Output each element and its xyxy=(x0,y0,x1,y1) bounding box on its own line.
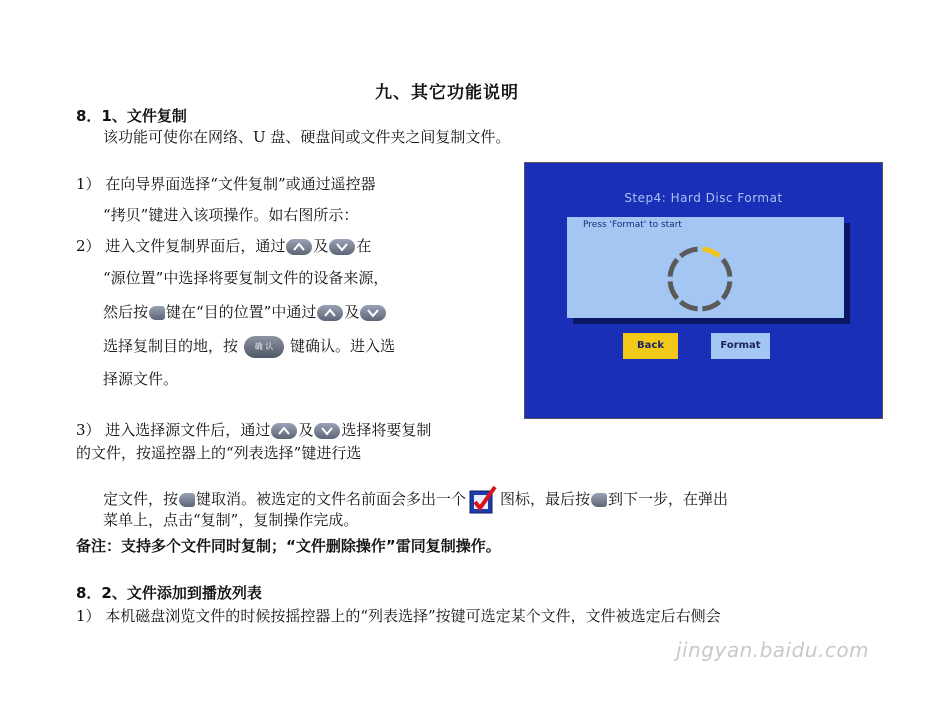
step2-text-c: 在 xyxy=(356,237,372,255)
format-screen-screenshot xyxy=(524,162,883,419)
progress-ring-segment xyxy=(723,260,730,277)
step2-text-a: 2） 进入文件复制界面后，通过 xyxy=(76,237,286,255)
progress-ring-segment xyxy=(681,249,698,256)
format-panel xyxy=(567,217,844,318)
step3-line3-text-b: 键取消。被选定的文件名前面会多出一个 xyxy=(196,490,467,508)
section-title-file-copy: 8．1、文件复制 xyxy=(76,107,187,125)
watermark: jingyan.baidu.com xyxy=(676,638,870,662)
right-arrow-key-icon xyxy=(591,493,607,507)
step1-line1: 1） 在向导界面选择“文件复制”或通过遥控器 xyxy=(76,175,376,193)
step3-text-c: 选择将要复制 xyxy=(341,421,432,439)
progress-ring-segment xyxy=(670,281,677,298)
step3-line3-text-d: 到下一步，在弹出 xyxy=(608,490,729,508)
section-title-playlist: 8．2、文件添加到播放列表 xyxy=(76,584,262,602)
step2-line3-text-a: 然后按 xyxy=(103,303,149,321)
step2-line4-text-a: 选择复制目的地，按 xyxy=(103,337,239,355)
step3-line3-text-a: 定文件，按 xyxy=(103,490,179,508)
step2-line4-text-b: 键确认。进入选 xyxy=(290,337,396,355)
left-arrow-key-icon xyxy=(179,493,195,507)
back-button[interactable]: Back xyxy=(623,333,678,359)
down-arrow-key-icon xyxy=(360,305,386,321)
step2-text-b: 及 xyxy=(313,237,329,255)
step2-line4 xyxy=(103,336,395,358)
ok-key-icon: 确 认 xyxy=(244,336,284,358)
page-heading: 九、其它功能说明 xyxy=(375,83,519,103)
progress-ring-segment xyxy=(723,281,730,298)
progress-ring-segment xyxy=(681,302,698,309)
format-button[interactable]: Format xyxy=(711,333,770,359)
step2-line3 xyxy=(103,302,387,322)
note: 备注：支持多个文件同时复制；“文件删除操作”雷同复制操作。 xyxy=(76,537,501,555)
step3-line2: 的文件，按遥控器上的“列表选择”键进行选 xyxy=(76,444,362,462)
screen-title: Step4: Hard Disc Format xyxy=(624,191,783,205)
format-prompt: Press 'Format' to start xyxy=(583,220,682,230)
up-arrow-key-icon xyxy=(271,423,297,439)
progress-ring-segment xyxy=(670,260,677,277)
up-arrow-key-icon xyxy=(286,239,312,255)
down-arrow-key-icon xyxy=(314,423,340,439)
progress-ring-segment xyxy=(702,302,719,309)
step1-line2: “拷贝”键进入该项操作。如右图所示： xyxy=(103,206,359,224)
step2-line1 xyxy=(76,236,371,256)
step3-line1 xyxy=(76,420,431,440)
step3-text-a: 3） 进入选择源文件后，通过 xyxy=(76,421,271,439)
step2-line2: “源位置”中选择将要复制文件的设备来源， xyxy=(103,269,389,287)
section2-line1: 1） 本机磁盘浏览文件的时候按摇控器上的“列表选择”按键可选定某个文件，文件被选定后右侧会 xyxy=(76,607,721,625)
step3-text-b: 及 xyxy=(298,421,314,439)
progress-ring-icon xyxy=(567,217,844,318)
step3-line3-text-c: 图标，最后按 xyxy=(500,490,591,508)
right-arrow-key-icon xyxy=(149,306,165,320)
step2-line3-text-b: 键在“目的位置”中通过 xyxy=(166,303,317,321)
progress-ring-segment xyxy=(702,249,719,256)
step2-line5: 择源文件。 xyxy=(103,370,179,388)
step3-line4: 菜单上，点击“复制”，复制操作完成。 xyxy=(103,511,359,529)
down-arrow-key-icon xyxy=(329,239,355,255)
up-arrow-key-icon xyxy=(317,305,343,321)
section-intro: 该功能可使你在网络、U 盘、硬盘间或文件夹之间复制文件。 xyxy=(103,128,511,146)
checkbox-checked-icon xyxy=(468,485,498,515)
step2-line3-text-c: 及 xyxy=(344,303,360,321)
